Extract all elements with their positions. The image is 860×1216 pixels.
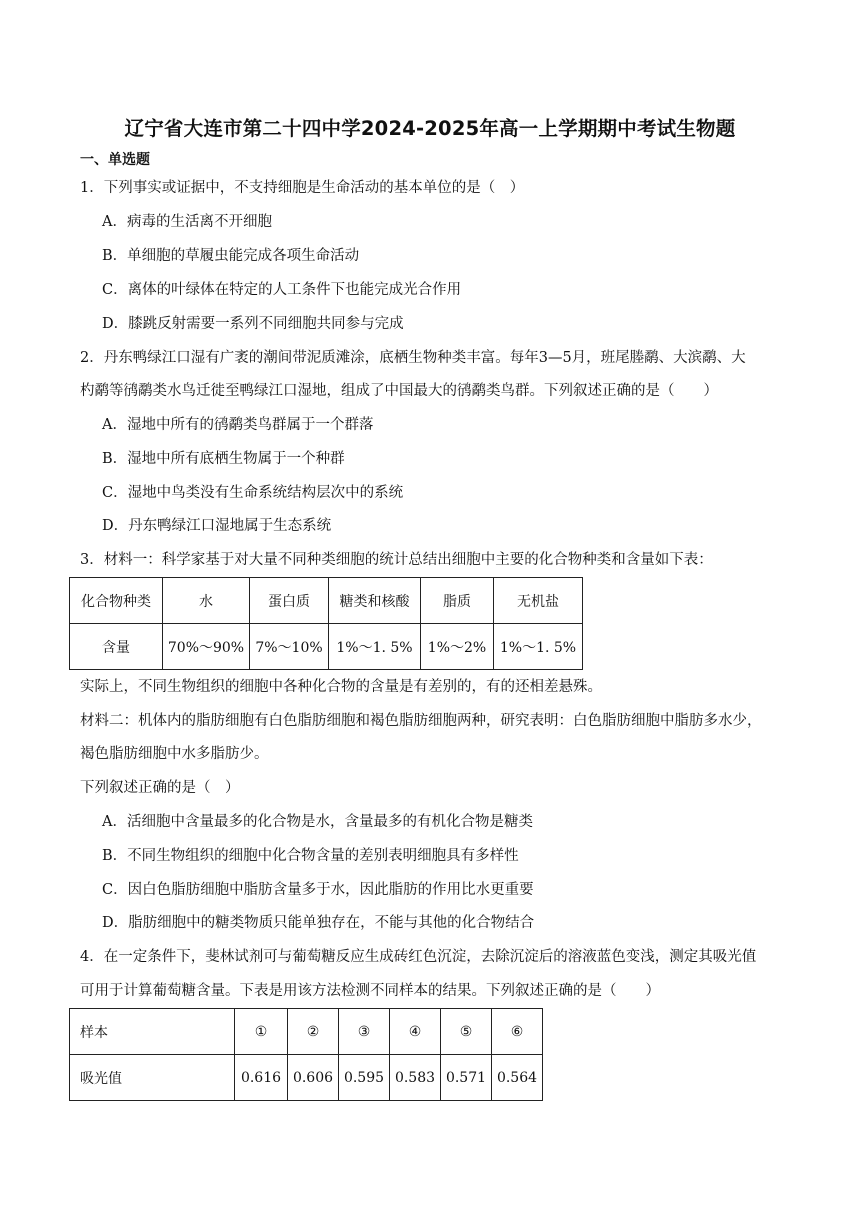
table-cell: 含量 (70, 624, 163, 670)
table-cell: ① (235, 1009, 288, 1055)
table-cell: 1%～1. 5% (494, 624, 583, 670)
table-cell: 0.595 (339, 1055, 390, 1101)
table-cell: 0.571 (441, 1055, 492, 1101)
question-2-stem-line-1: 2．丹东鸭绿江口湿有广袤的潮间带泥质滩涂，底栖生物种类丰富。每年3—5月，班尾塍鹬、大滨鹬、大 (80, 350, 746, 366)
table-cell: 糖类和核酸 (329, 578, 421, 624)
table-cell: 化合物种类 (70, 578, 163, 624)
question-3-option-b: B．不同生物组织的细胞中化合物含量的差别表明细胞具有多样性 (102, 848, 519, 864)
question-2-option-c: C．湿地中鸟类没有生命系统结构层次中的系统 (102, 485, 404, 501)
question-3-option-d: D．脂肪细胞中的糖类物质只能单独存在，不能与其他的化合物结合 (102, 915, 535, 931)
table-cell: 蛋白质 (250, 578, 329, 624)
table-cell: 水 (163, 578, 250, 624)
question-1-option-a: A．病毒的生活离不开细胞 (102, 214, 272, 230)
question-3-material-2-line-2: 褐色脂肪细胞中水多脂肪少。 (80, 746, 269, 762)
table-header-row (70, 1009, 543, 1055)
question-1-option-b: B．单细胞的草履虫能完成各项生命活动 (102, 248, 360, 264)
table-cell: ④ (390, 1009, 441, 1055)
question-2-stem-line-2: 杓鹬等鸻鹬类水鸟迁徙至鸭绿江口湿地，组成了中国最大的鸻鹬类鸟群。下列叙述正确的是（ ） (80, 383, 718, 399)
question-3-option-c: C．因白色脂肪细胞中脂肪含量多于水，因此脂肪的作用比水更重要 (102, 882, 534, 898)
table-cell: ⑤ (441, 1009, 492, 1055)
table-cell: 0.564 (492, 1055, 543, 1101)
table-cell: 70%～90% (163, 624, 250, 670)
table-cell: 1%～2% (421, 624, 494, 670)
question-1-stem: 1．下列事实或证据中，不支持细胞是生命活动的基本单位的是（ ） (80, 180, 525, 196)
table-cell: ② (288, 1009, 339, 1055)
question-3-stem: 3．材料一：科学家基于对大量不同种类细胞的统计总结出细胞中主要的化合物种类和含量如下表： (80, 552, 713, 568)
table-row (70, 624, 583, 670)
table-cell: 0.606 (288, 1055, 339, 1101)
table-cell: 无机盐 (494, 578, 583, 624)
question-2-option-b: B．湿地中所有底栖生物属于一个种群 (102, 451, 345, 467)
question-3-material-2-line-1: 材料二：机体内的脂肪细胞有白色脂肪细胞和褐色脂肪细胞两种，研究表明：白色脂肪细胞中脂肪多水少， (80, 713, 762, 729)
table-cell: 吸光值 (70, 1055, 235, 1101)
table-cell: ⑥ (492, 1009, 543, 1055)
table-cell: 7%～10% (250, 624, 329, 670)
question-4-stem-line-1: 4．在一定条件下，斐林试剂可与葡萄糖反应生成砖红色沉淀，去除沉淀后的溶液蓝色变浅，测定其吸光值 (80, 949, 757, 965)
compound-content-table (69, 577, 583, 670)
table-cell: 1%～1. 5% (329, 624, 421, 670)
section-heading: 一、单选题 (80, 152, 150, 168)
question-3-note: 实际上，不同生物组织的细胞中各种化合物的含量是有差别的，有的还相差悬殊。 (80, 679, 602, 695)
table-header-row (70, 578, 583, 624)
table-cell: 0.616 (235, 1055, 288, 1101)
page-title: 辽宁省大连市第二十四中学2024-2025年高一上学期期中考试生物题 (124, 117, 736, 140)
table-cell: 0.583 (390, 1055, 441, 1101)
question-1-option-c: C．离体的叶绿体在特定的人工条件下也能完成光合作用 (102, 282, 462, 298)
question-1-option-d: D．膝跳反射需要一系列不同细胞共同参与完成 (102, 316, 404, 332)
question-2-option-a: A．湿地中所有的鸻鹬类鸟群属于一个群落 (102, 417, 374, 433)
question-4-stem-line-2: 可用于计算葡萄糖含量。下表是用该方法检测不同样本的结果。下列叙述正确的是（ ） (80, 983, 660, 999)
question-2-option-d: D．丹东鸭绿江口湿地属于生态系统 (102, 518, 332, 534)
question-3-option-a: A．活细胞中含量最多的化合物是水，含量最多的有机化合物是糖类 (102, 814, 533, 830)
table-cell: ③ (339, 1009, 390, 1055)
table-cell: 脂质 (421, 578, 494, 624)
absorbance-table (69, 1008, 543, 1101)
question-3-ask: 下列叙述正确的是（ ） (80, 780, 240, 796)
table-cell: 样本 (70, 1009, 235, 1055)
table-row (70, 1055, 543, 1101)
